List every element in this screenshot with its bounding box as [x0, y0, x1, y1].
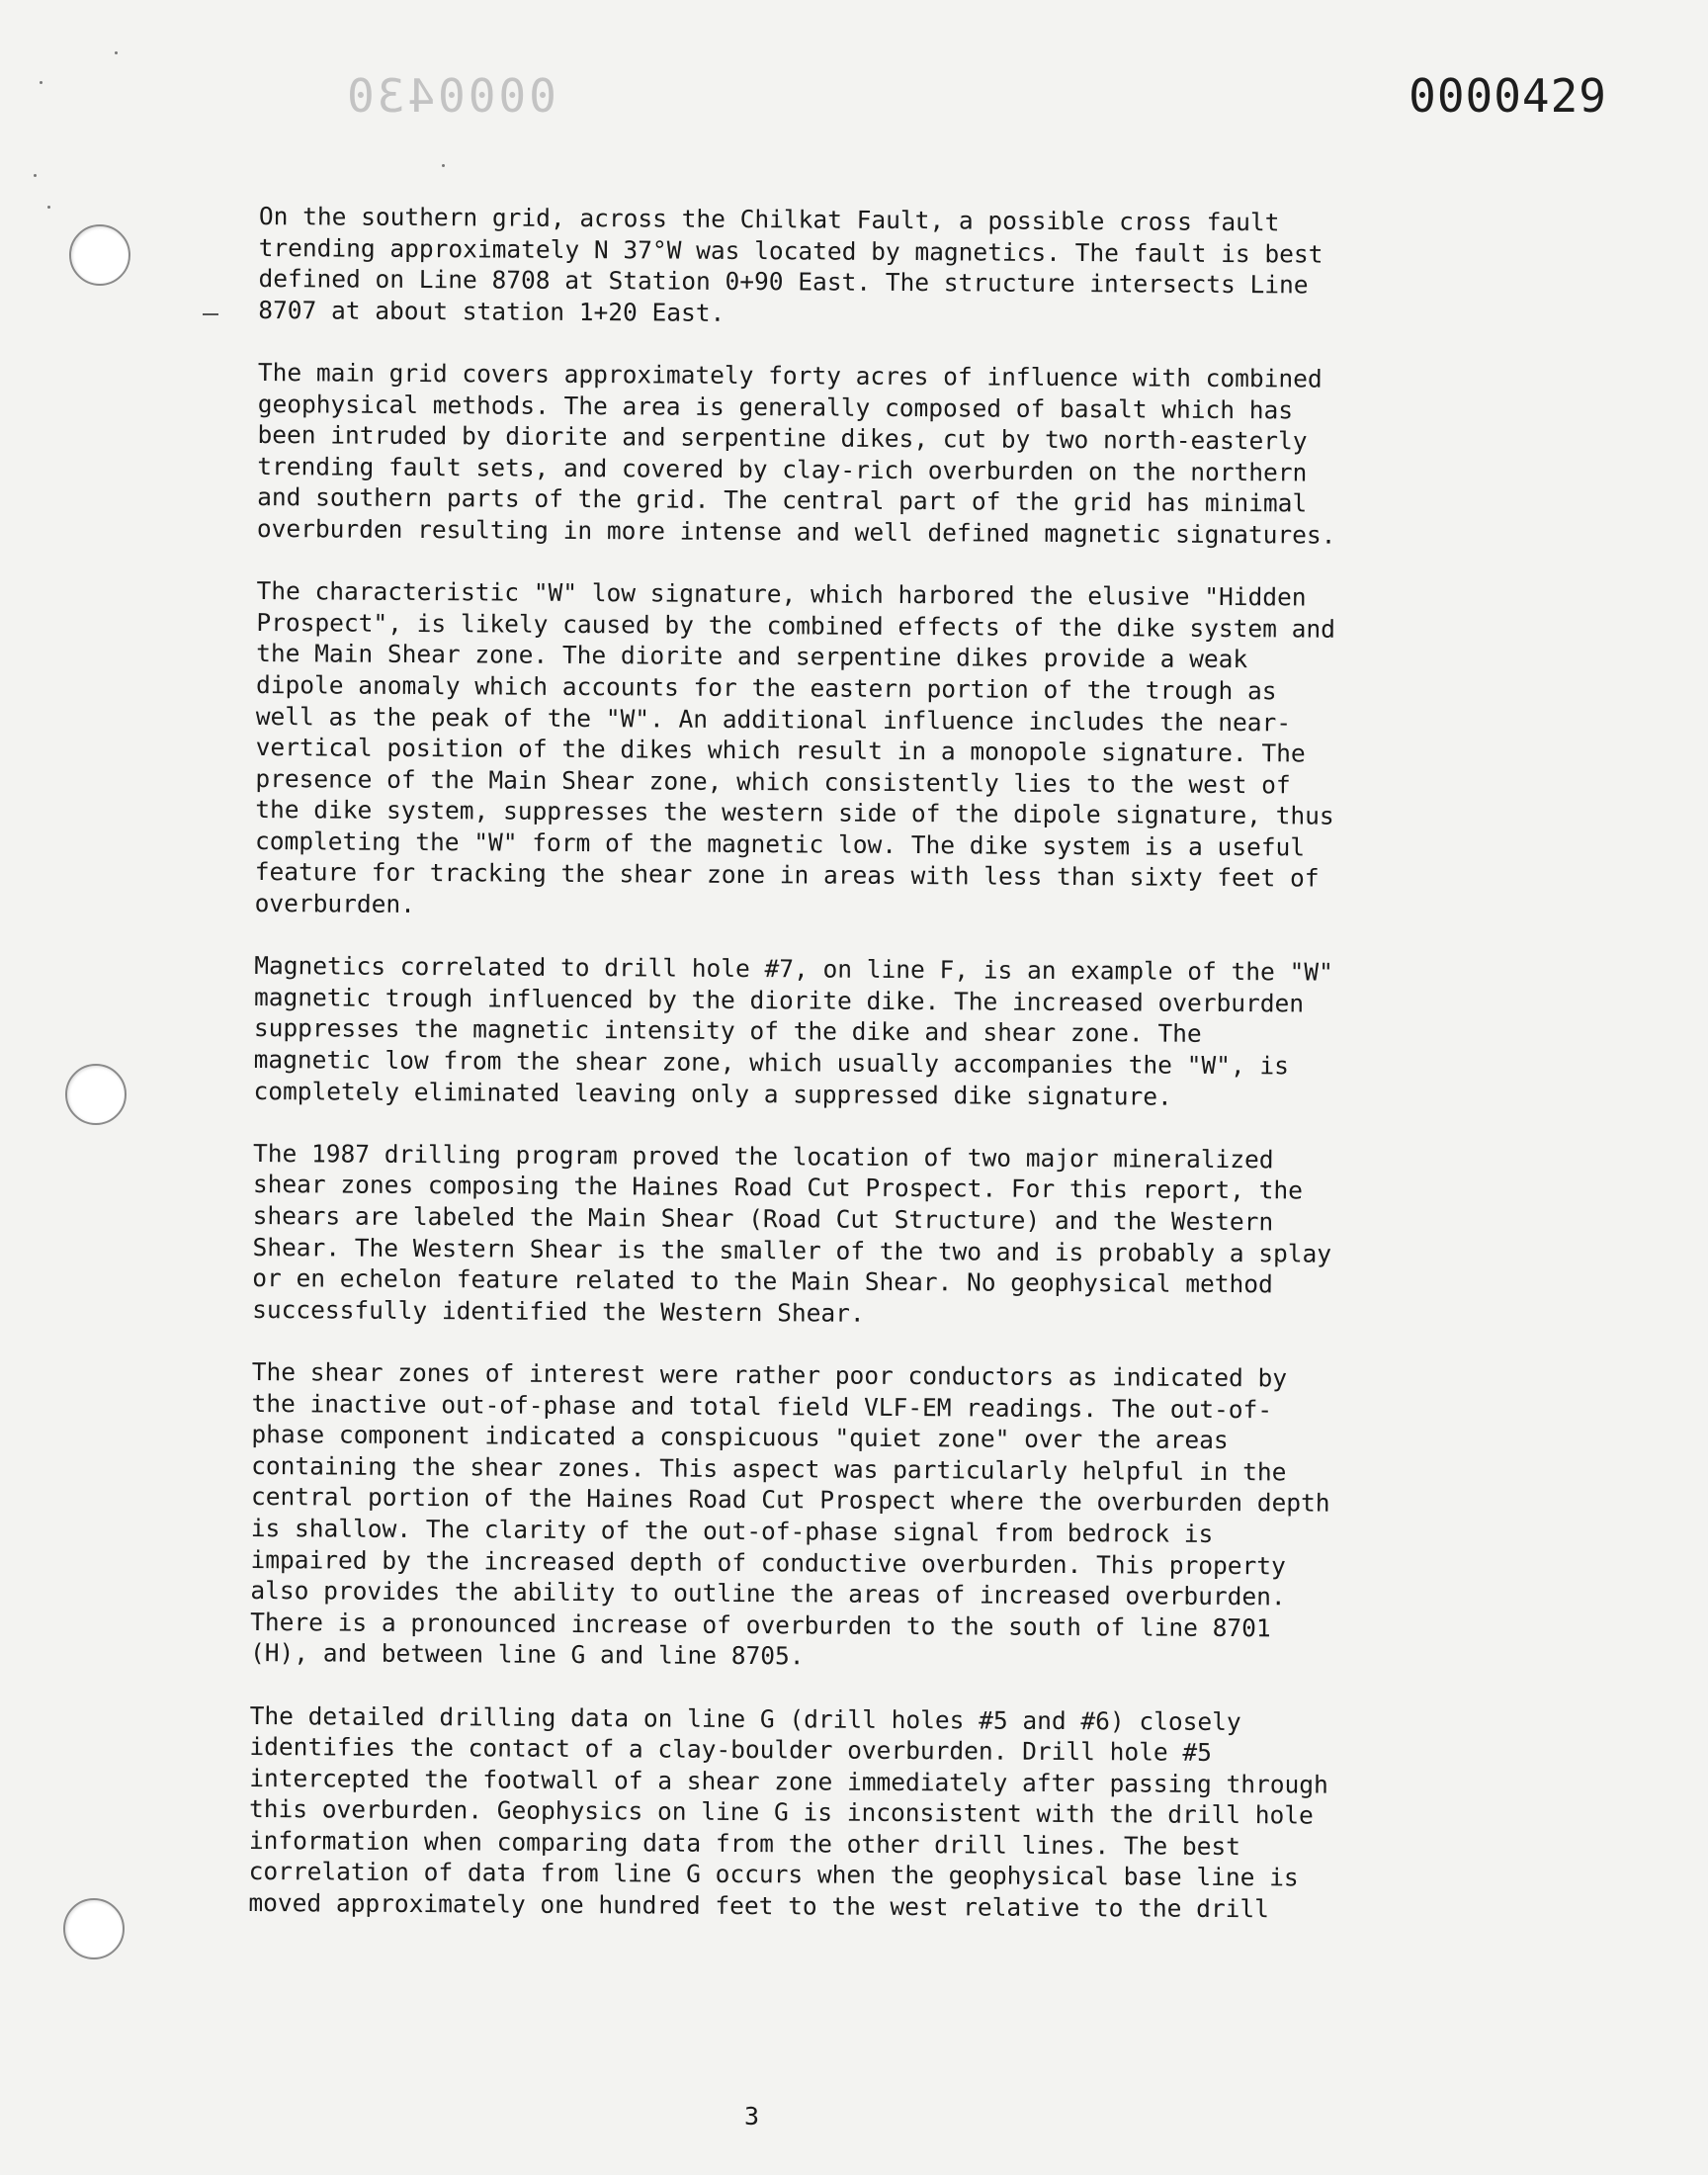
bleed-through-number: 0000430	[344, 69, 556, 123]
scan-speck	[47, 206, 50, 209]
margin-dash	[203, 313, 218, 315]
scan-speck	[40, 81, 43, 84]
scan-speck	[442, 164, 445, 167]
page-number: 3	[744, 2102, 760, 2131]
scan-speck	[115, 51, 118, 54]
paragraph-7: The detailed drilling data on line G (drill holes #5 and #6) closely identifies the contact of a clay-boulder overburden. Drill hole #5 intercepted the footwall of a shear zone immediately after passing through this overburden. Geophysics on line G is inconsistent with the drill hole information when comparing data from the other drill lines. The best correlation of data from line G occurs when the geophysical base line is moved approximately one hundred feet to the west relative to the drill	[248, 1700, 1328, 1924]
document-number: 0000429	[1409, 69, 1607, 123]
paragraph-1: On the southern grid, across the Chilkat Fault, a possible cross fault trending approximately N 37°W was located by magnetics. The fault is best defined on Line 8708 at Station 0+90 East. The structure intersects Line 8707 at about station 1+20 East.	[258, 201, 1324, 327]
body-text	[248, 201, 1504, 1958]
paragraph-2: The main grid covers approximately forty acres of influence with combined geophysical methods. The area is generally composed of basalt which has been intruded by diorite and serpentine dikes, cut by two north-easterly trending fault sets, and covered by clay-rich overburden on the northern and southern parts of the grid. The central part of the grid has minimal overburden resulting in more intense and well defined magnetic signatures.	[256, 357, 1336, 550]
paragraph-3: The characteristic "W" low signature, which harbored the elusive "Hidden Prospect", is likely caused by the combined effects of the dike system and the Main Shear zone. The diorite and serpentine dikes provide a weak dipole anomaly which accounts for the eastern portion of the trough as well as the peak of the "W". An additional influence includes the near- vertical position of the dikes which result in a monopole signature. The presence of the Main Shear zone, which consistently lies to the west of the dike system, suppresses the western side of the dipole signature, thus completing the "W" form of the magnetic low. The dike system is a useful feature for tracking the shear zone in areas with less than sixty feet of overburden.	[254, 576, 1335, 919]
punch-hole-top	[69, 224, 130, 286]
punch-hole-bottom	[63, 1898, 125, 1959]
paragraph-4: Magnetics correlated to drill hole #7, on line F, is an example of the "W" magnetic trough influenced by the diorite dike. The increased overburden suppresses the magnetic intensity of the dike and shear zone. The magnetic low from the shear zone, which usually accompanies the "W", is completely eliminated leaving only a suppressed dike signature.	[253, 951, 1333, 1111]
scan-speck	[34, 174, 37, 177]
punch-hole-middle	[65, 1064, 127, 1125]
paragraph-5: The 1987 drilling program proved the location of two major mineralized shear zones composing the Haines Road Cut Prospect. For this report, the shears are labeled the Main Shear (Road Cut Structure) and the Western Shear. The Western Shear is the smaller of the two and is probably a splay or en echelon feature related to the Main Shear. No geophysical method successfully identified the Western Shear.	[252, 1138, 1332, 1328]
paragraph-6: The shear zones of interest were rather poor conductors as indicated by the inactive out-of-phase and total field VLF-EM readings. The out-of- phase component indicated a conspicuous "quiet zone" over the areas containing the shear zones. This aspect was particularly helpful in the central portion of the Haines Road Cut Prospect where the overburden depth is shallow. The clarity of the out-of-phase signal from bedrock is impaired by the increased depth of conductive overburden. This property also provides the ability to outline the areas of increased overburden. There is a pronounced increase of overburden to the south of line 8701 (H), and between line G and line 8705.	[249, 1356, 1330, 1671]
